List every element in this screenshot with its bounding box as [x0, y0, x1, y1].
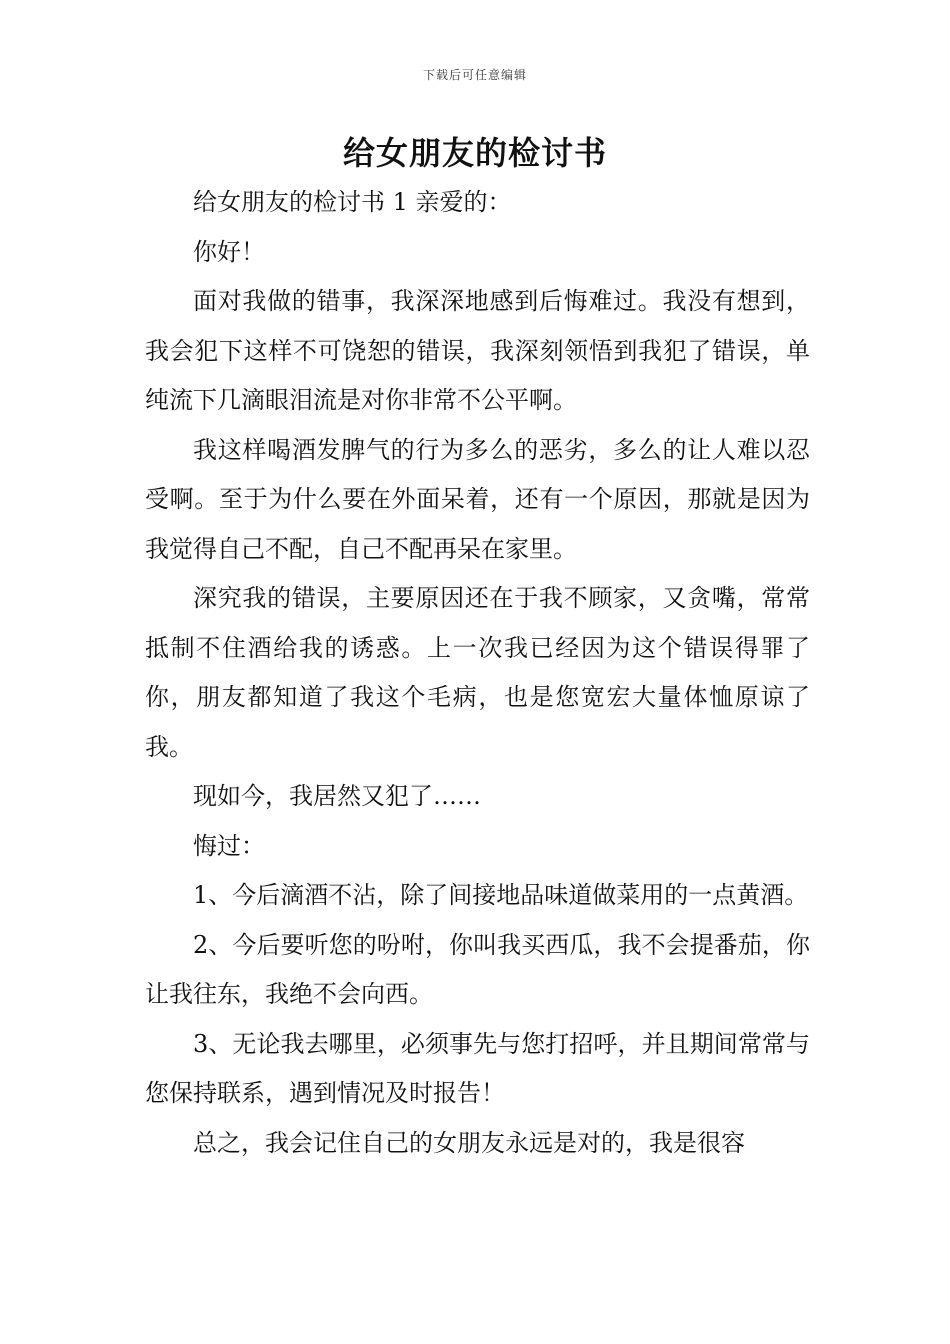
document-body [145, 178, 810, 1168]
list-item: 1、今后滴酒不沾，除了间接地品味道做菜用的一点黄酒。 [193, 881, 809, 909]
paragraph-heading: 悔过： [193, 831, 265, 860]
paragraph-salutation: 给女朋友的检讨书 1 亲爱的： [193, 188, 512, 216]
list-item: 2、今后要听您的吩咐，你叫我买西瓜，我不会提番茄，你让我往东，我绝不会向西。 [145, 930, 810, 1008]
paragraph: 我这样喝酒发脾气的行为多么的恶劣，多么的让人难以忍受啊。至于为什么要在外面呆着，还有一个原因，那就是因为我觉得自己不配，自己不配再呆在家里。 [145, 435, 810, 563]
paragraph: 总之，我会记住自己的女朋友永远是对的，我是很容 [193, 1128, 745, 1157]
paragraph: 现如今，我居然又犯了…… [193, 782, 481, 810]
header-note: 下载后可任意编辑 [422, 68, 527, 82]
document-title: 给女朋友的检讨书 [342, 134, 607, 172]
paragraph: 深究我的错误，主要原因还在于我不顾家，又贪嘴，常常抵制不住酒给我的诱惑。上一次我已经因为这个错误得罪了你，朋友都知道了我这个毛病，也是您宽宏大量体恤原谅了我。 [145, 584, 810, 761]
paragraph: 面对我做的错事，我深深地感到后悔难过。我没有想到，我会犯下这样不可饶恕的错误，我深刻领悟到我犯了错误，单纯流下几滴眼泪流是对你非常不公平啊。 [145, 287, 810, 414]
list-item: 3、无论我去哪里，必须事先与您打招呼，并且期间常常与您保持联系，遇到情况及时报告！ [145, 1029, 810, 1107]
paragraph-greeting: 你好！ [193, 237, 265, 266]
